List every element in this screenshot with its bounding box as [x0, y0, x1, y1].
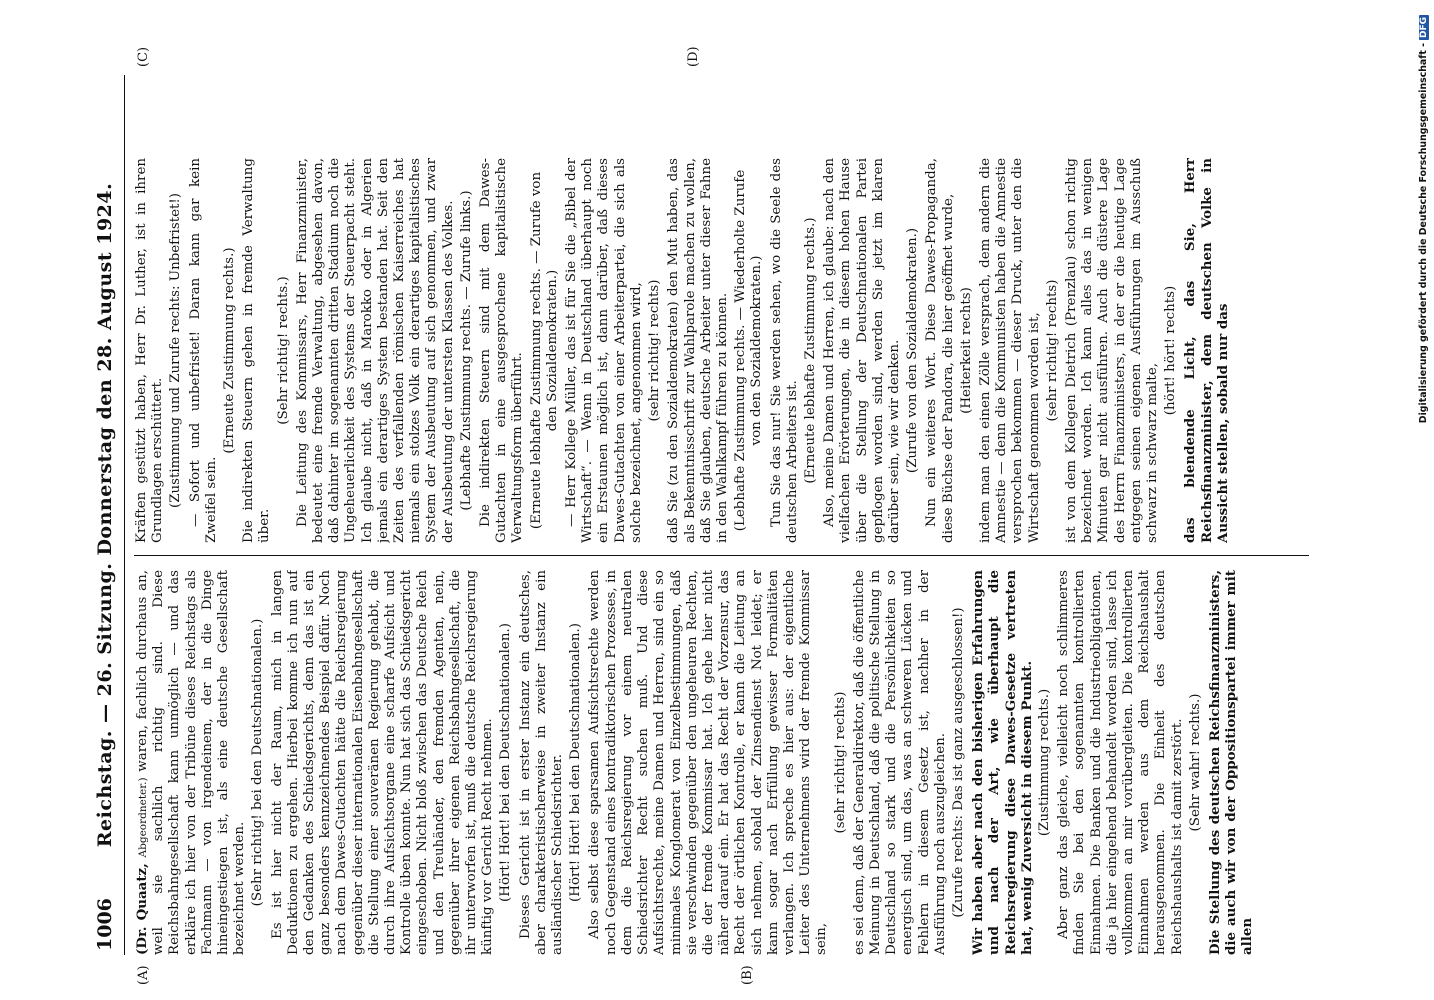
speech-paragraph: Die Leitung des Kommissars, Herr Finanzminister, bedeutet eine fremde Verwaltung, abgesehen davon, daß dahinter im sogenannten dritten Stadium noch die Ungeheuerlichkeit des Systems der Steuerpacht steht. Ich glaube nicht, daß in Marokko oder in Algerien jemals ein derartiges System bestanden hat. Seit den Zeiten des verfallenden römischen Kaiserreiches hat niemals ein stolzes Volk ein derartiges kapitalistisches System der Ausbeutung auf sich genommen, und zwar der Ausbeutung der untersten Klassen des Volkes. — [294, 158, 456, 543]
speech-paragraph: es sei denn, daß der Generaldirektor, daß die öffentliche Meinung in Deutschland, daß die politische Stellung in Deutschland so stark und die Persönlichkeiten so energisch sind, um das, was an schweren Lücken und Fehlern in diesem Gesetz ist, nachher in der Ausführung noch auszugleichen. — [851, 570, 948, 955]
speech-paragraph: Nun ein weiteres Wort. Diese Dawes-Propaganda, diese Büchse der Pandora, die hier geöffnet wurde, — [924, 158, 956, 543]
left-column — [134, 570, 1314, 955]
interjection: (Lebhafte Zustimmung rechts. — Wiederholte Zurufe von den Sozialdemokraten.) — [733, 169, 765, 532]
running-head — [90, 75, 124, 955]
interjection: (Sehr wahr! rechts.) — [1187, 693, 1203, 832]
margin-mark-d: (D) — [686, 46, 701, 67]
margin-mark-a: (A) — [136, 965, 151, 985]
running-head-title: Reichstag. — 26. Sitzung. Donnerstag den 28. August 1924. — [94, 182, 116, 848]
speech-paragraph: indem man den einen Zölle versprach, dem andern die Amnestie — denn die Kommunisten haben die Amnestie versprochen bekommen — dieser Druck, unter den die Wirtschaft genommen worden ist, — [977, 158, 1042, 543]
page-number: 1006 — [94, 898, 116, 951]
rotated-document-page — [90, 46, 1320, 985]
interjection: (sehr richtig! rechts) — [832, 691, 848, 834]
interjection: (Erneute lebhafte Zustimmung rechts. — Zurufe von den Sozialdemokraten.) — [528, 171, 560, 530]
speech-paragraph: Aber ganz das gleiche, vielleicht noch schlimmeres finden Sie bei den sogenannten kontrollierten Einnahmen. Die Banken und die Industrieobligationen, die ja hier eingehend behandelt worden sind, lasse ich vollkommen an mir vorübergleiten. Die kontrollierten Einnahmen werden aus dem Reichshaushalt herausgenommen. Die Einheit des deutschen Reichshaushalts ist damit zerstört. — [1056, 570, 1185, 955]
speech-paragraph: Es ist hier nicht der Raum, mich in langen Deduktionen zu ergehen. Hierbei komme ich nun auf den Gedanken des Schiedsgerichts, denn das ist ein ganz besonders kennzeichnendes Beispiel dafür. Noch nach dem Dawes-Gutachten hätte die Reichsregierung gegenüber dieser internationalen Eisenbahngesellschaft die Stellung einer souveränen Regierung gehabt, die durch ihre Aufsichtsorgane eine scharfe Aufsicht und Kontrolle üben konnte. Nun hat sich das Schiedsgericht eingeschoben. Nicht bloß zwischen das Deutsche Reich und den Treuhänder, den fremden Agenten, nein, gegenüber ihrer eigenen Reichsbahngesellschaft, die ihr unterworfen ist, muß die deutsche Reichsregierung künftig vor Gericht Recht nehmen. — [269, 570, 496, 955]
speaker-name: (Dr. Quaatz, — [134, 863, 150, 955]
speech-paragraph: Dieses Gericht ist in erster Instanz ein deutsches, aber charakteristischerweise in zweiter Instanz ein ausländischer Schiedsrichter. — [517, 570, 566, 955]
interjection: (Heiterkeit rechts) — [958, 287, 974, 414]
interjection: (Hört! Hört! bei den Deutschnationalen.) — [498, 623, 514, 902]
speaker-role: Abgeordneter.) — [137, 777, 149, 858]
speech-paragraph: Also selbst diese sparsamen Aufsichtsrechte werden noch Gegenstand eines kontradiktorischen Prozesses, in dem die Reichsregierung vor einem neutralen Schiedsrichter Recht suchen muß. Und diese Aufsichtsrechte, meine Damen und Herren, sind ein so minimales Konglomerat von Einzelbestimmungen, daß sie verschwinden gegenüber den ungeheuren Rechten, die der fremde Kommissar hat. Ich gehe hier nicht näher darauf ein. Er hat das Recht der Vorzensur, das Recht der örtlichen Kontrolle, er kann die Leitung an sich nehmen, sobald der Zinsendienst Not leidet; er kann sogar nach Erfüllung gewisser Formalitäten verlangen. Ich spreche es hier aus: der eigentliche Leiter des Unternehmens wird der fremde Kommissar sein, — [587, 570, 830, 955]
speech-paragraph: Wir haben aber nach den bisherigen Erfahrungen und nach der Art, wie überhaupt die Reichsregierung diese Dawes-Gesetze vertreten hat, wenig Zuversicht in diesem Punkt. — [970, 570, 1035, 955]
speech-paragraph: daß Sie (zu den Sozialdemokraten) den Mut haben, das als Bekenntnisschrift zur Wahlparole machen zu wollen, daß Sie glauben, deutsche Arbeiter unter dieser Fahne in den Wahlkampf führen zu können. — [666, 158, 730, 543]
interjection: (hört! hört! rechts) — [1163, 285, 1179, 416]
interjection: (Lebhafte Zustimmung rechts. — Zurufe links.) — [458, 190, 474, 511]
interjection: (sehr richtig! rechts) — [647, 279, 663, 422]
digitization-note: Digitalisierung gefördert durch die Deutsche Forschungsgemeinschaft - — [1418, 43, 1429, 424]
interjection: (Sehr richtig! rechts.) — [275, 276, 291, 425]
interjection: (Erneute Zustimmung rechts.) — [222, 247, 238, 454]
margin-mark-b: (B) — [740, 965, 755, 985]
speech-paragraph: Die Stellung des deutschen Reichsfinanzministers, die auch wir von der Oppositionspartei immer mit allen — [1207, 570, 1256, 955]
interjection: (Hört! Hört! bei den Deutschnationalen.) — [568, 623, 584, 902]
speech-paragraph — [134, 570, 248, 955]
interjection: (Zurufe von den Sozialdemokraten.) — [905, 227, 921, 474]
paragraph-text: waren, fachlich durchaus an, weil sie sachlich richtig sind. Diese Reichsbahngesellschaft kann unmöglich — und das erkläre ich hier von der Tribüne dieses Reichstags als Fachmann — von irgendeinem, der in die Dinge hineingestiegen ist, als eine deutsche Gesellschaft bezeichnet werden. — [135, 570, 248, 955]
speech-paragraph: Kräften gestützt haben, Herr Dr. Luther, ist in ihren Grundlagen erschüttert. — [134, 158, 166, 543]
right-column — [134, 158, 1314, 543]
speech-paragraph: Die indirekten Steuern sind mit dem Dawes-Gutachten in eine ausgesprochene kapitalistische Verwaltungsform überführt. — [478, 158, 526, 543]
interjection: (Erneute lebhafte Zustimmung rechts.) — [802, 217, 818, 484]
interjection: (Zustimmung und Zurufe rechts: Unbefristet!) — [168, 193, 184, 509]
dfg-logo-icon: DFG — [1419, 17, 1429, 39]
speech-paragraph: — Sofort und unbefristet! Daran kann gar kein Zweifel sein. — [187, 158, 219, 543]
digitization-credit — [1418, 15, 1432, 995]
speech-paragraph: — Herr Kollege Müller, das ist für Sie die „Bibel der Wirtschaft“. — Wenn in Deutschland überhaupt noch ein Erstaunen möglich ist, dann darüber, daß dieses Dawes-Gutachten von einer Arbeiterpartei, die sich als solche bezeichnet, angenommen wird, — [564, 158, 644, 543]
interjection: (Zustimmung rechts.) — [1036, 688, 1052, 837]
column-divider — [134, 555, 1309, 556]
speech-paragraph: ist von dem Kollegen Dietrich (Prenzlau) schon richtig bezeichnet worden. Ich kann alles das in wenigen Minuten gar nicht ausführen. Auch die düstere Lage des Herrn Finanzministers, in der er die heutige Lage entgegen seinen eigenen Ausführungen im Ausschuß schwarz in schwarz malte, — [1063, 158, 1160, 543]
speech-paragraph: Also, meine Damen und Herren, ich glaube: nach den vielfachen Erörterungen, die in diesem hohen Hause über die Stellung der Deutschnationalen Partei gepflogen worden sind, werden Sie jetzt im klaren darüber sein, wie wir denken. — [822, 158, 902, 543]
interjection: (Zurufe rechts: Das ist ganz ausgeschlossen!) — [950, 607, 966, 918]
speech-paragraph: Tun Sie das nur! Sie werden sehen, wo die Seele des deutschen Arbeiters ist. — [768, 158, 800, 543]
interjection: (Sehr richtig! bei den Deutschnationalen.) — [250, 618, 266, 907]
header-rule — [124, 75, 125, 955]
interjection: (sehr richtig! rechts) — [1044, 279, 1060, 422]
speech-paragraph: Die indirekten Steuern gehen in fremde Verwaltung über. — [241, 158, 273, 543]
speech-paragraph: das blendende Licht, das Sie, Herr Reichsfinanzminister, dem deutschen Volke in Aussicht stellen, sobald nur das — [1182, 158, 1231, 543]
margin-mark-c: (C) — [136, 46, 151, 67]
